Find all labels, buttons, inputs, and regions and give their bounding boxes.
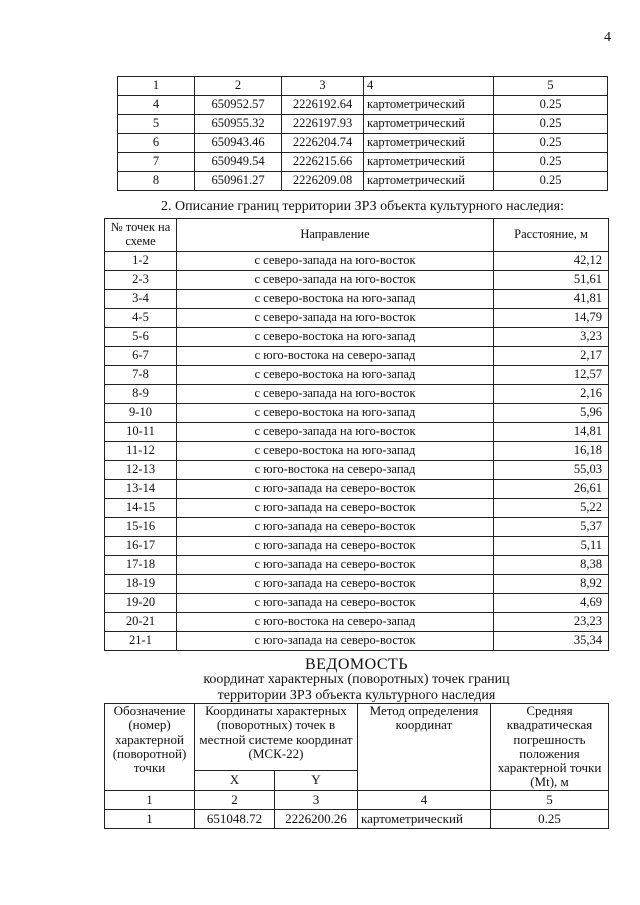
- column-number: 3: [275, 790, 358, 809]
- table-cell: 41,81: [494, 290, 609, 309]
- table-cell: 650961.27: [195, 172, 282, 191]
- header-method: Метод определения координат: [358, 704, 491, 791]
- table-cell: с юго-запада на северо-восток: [177, 575, 494, 594]
- table-cell: с северо-востока на юго-запад: [177, 366, 494, 385]
- header-direction: Направление: [177, 219, 494, 252]
- table-cell: 14-15: [105, 499, 177, 518]
- table-cell: картометрический: [364, 96, 494, 115]
- table-cell: 5-6: [105, 328, 177, 347]
- table-row: [105, 537, 609, 556]
- table-row: [118, 115, 608, 134]
- table-cell: 0.25: [494, 134, 608, 153]
- table-row: [105, 252, 609, 271]
- table-row: [105, 556, 609, 575]
- header-distance: Расстояние, м: [494, 219, 609, 252]
- table-cell: 21-1: [105, 632, 177, 651]
- table-cell: 4,69: [494, 594, 609, 613]
- table-row: [105, 404, 609, 423]
- table-row: [105, 423, 609, 442]
- header-x: X: [195, 771, 275, 791]
- table-cell: 8,92: [494, 575, 609, 594]
- table-cell: 42,12: [494, 252, 609, 271]
- table-cell: 55,03: [494, 461, 609, 480]
- table-cell: картометрический: [364, 172, 494, 191]
- table-cell: 2-3: [105, 271, 177, 290]
- table-cell: 11-12: [105, 442, 177, 461]
- table-cell: 4-5: [105, 309, 177, 328]
- table-cell: 650952.57: [195, 96, 282, 115]
- table-cell: 51,61: [494, 271, 609, 290]
- table-row: [105, 290, 609, 309]
- table-cell: 5: [118, 115, 195, 134]
- table-row: [118, 172, 608, 191]
- table-cell: 14,81: [494, 423, 609, 442]
- table-row: [105, 271, 609, 290]
- table-cell: 5,96: [494, 404, 609, 423]
- table-cell: 2226200.26: [275, 809, 358, 828]
- table-cell: 18-19: [105, 575, 177, 594]
- table-cell: с юго-запада на северо-восток: [177, 632, 494, 651]
- table-cell: 0.25: [494, 96, 608, 115]
- header-designation: Обозначение (номер) характерной (поворотной) точки: [105, 704, 195, 791]
- table-cell: с юго-востока на северо-запад: [177, 613, 494, 632]
- table-row: [105, 809, 609, 828]
- table-cell: с северо-запада на юго-восток: [177, 423, 494, 442]
- table-cell: 5,11: [494, 537, 609, 556]
- table-cell: 2226215.66: [282, 153, 364, 172]
- table-cell: 6: [118, 134, 195, 153]
- table-cell: 4: [118, 96, 195, 115]
- table-cell: с северо-запада на юго-восток: [177, 252, 494, 271]
- table-cell: 0.25: [494, 153, 608, 172]
- table-cell: с юго-запада на северо-восток: [177, 499, 494, 518]
- table-cell: 650955.32: [195, 115, 282, 134]
- header-points: № точек на схеме: [105, 219, 177, 252]
- table-cell: 10-11: [105, 423, 177, 442]
- table-cell: 2226197.93: [282, 115, 364, 134]
- table-row: [105, 309, 609, 328]
- table-cell: 650943.46: [195, 134, 282, 153]
- table-cell: картометрический: [364, 134, 494, 153]
- column-number: 3: [282, 77, 364, 96]
- table-cell: с юго-востока на северо-запад: [177, 347, 494, 366]
- table-cell: с юго-запада на северо-восток: [177, 480, 494, 499]
- column-number: 5: [494, 77, 608, 96]
- table-cell: 2226209.08: [282, 172, 364, 191]
- table-cell: картометрический: [358, 809, 491, 828]
- table-cell: с северо-запада на юго-восток: [177, 385, 494, 404]
- table-cell: картометрический: [364, 153, 494, 172]
- table-cell: 19-20: [105, 594, 177, 613]
- vedomost-subtitle: [104, 672, 609, 704]
- table-cell: 16,18: [494, 442, 609, 461]
- table-row: [118, 134, 608, 153]
- table-cell: с юго-запада на северо-восток: [177, 594, 494, 613]
- table-cell: 16-17: [105, 537, 177, 556]
- table-cell: с юго-запада на северо-восток: [177, 518, 494, 537]
- table-cell: 17-18: [105, 556, 177, 575]
- column-number: 1: [105, 790, 195, 809]
- table-row: [118, 153, 608, 172]
- table-row: [105, 575, 609, 594]
- table-cell: 3,23: [494, 328, 609, 347]
- numbering-row: [105, 790, 609, 809]
- coordinates-table-continued: [117, 76, 608, 191]
- column-number: 2: [195, 77, 282, 96]
- table-cell: 1-2: [105, 252, 177, 271]
- table-cell: 2,16: [494, 385, 609, 404]
- vedomost-table: [104, 703, 609, 829]
- table-cell: 651048.72: [195, 809, 275, 828]
- section-2-title: 2. Описание границ территории ЗРЗ объекта культурного наследия:: [161, 199, 564, 214]
- table-cell: 23,23: [494, 613, 609, 632]
- table-cell: 0.25: [491, 809, 609, 828]
- table-cell: 9-10: [105, 404, 177, 423]
- table-row: [118, 96, 608, 115]
- column-number: 5: [491, 790, 609, 809]
- table-cell: 5,37: [494, 518, 609, 537]
- table-cell: 650949.54: [195, 153, 282, 172]
- table-cell: 12-13: [105, 461, 177, 480]
- table-row: [105, 461, 609, 480]
- table-cell: 26,61: [494, 480, 609, 499]
- table-cell: с северо-востока на юго-запад: [177, 328, 494, 347]
- table-row: [105, 480, 609, 499]
- header-coordinates: Координаты характерных (поворотных) точек в местной системе координат (МСК-22): [195, 704, 358, 771]
- table-header-row: [118, 77, 608, 96]
- table-row: [105, 594, 609, 613]
- table-row: [105, 366, 609, 385]
- table-cell: 13-14: [105, 480, 177, 499]
- table-cell: 2226192.64: [282, 96, 364, 115]
- table-row: [105, 632, 609, 651]
- boundary-description-table: [104, 218, 609, 651]
- table-cell: 15-16: [105, 518, 177, 537]
- column-number: 4: [358, 790, 491, 809]
- page-number: 4: [604, 30, 611, 45]
- table-cell: 7-8: [105, 366, 177, 385]
- header-error: Средняя квадратическая погрешность положения характерной точки (Mt), м: [491, 704, 609, 791]
- table-cell: картометрический: [364, 115, 494, 134]
- table-cell: 5,22: [494, 499, 609, 518]
- table-row: [105, 347, 609, 366]
- table-cell: с северо-запада на юго-восток: [177, 271, 494, 290]
- table-cell: 1: [105, 809, 195, 828]
- header-y: Y: [275, 771, 358, 791]
- table-cell: с северо-востока на юго-запад: [177, 290, 494, 309]
- table-row: [105, 385, 609, 404]
- table-cell: 8,38: [494, 556, 609, 575]
- table-cell: с северо-запада на юго-восток: [177, 309, 494, 328]
- table-row: [105, 613, 609, 632]
- table-cell: 0.25: [494, 115, 608, 134]
- table-cell: 12,57: [494, 366, 609, 385]
- table-cell: с юго-запада на северо-восток: [177, 537, 494, 556]
- table-header-row: [105, 219, 609, 252]
- table-row: [105, 499, 609, 518]
- column-number: 2: [195, 790, 275, 809]
- table-row: [105, 518, 609, 537]
- table-cell: 8: [118, 172, 195, 191]
- table-cell: 2226204.74: [282, 134, 364, 153]
- table-cell: 14,79: [494, 309, 609, 328]
- table-cell: с северо-востока на юго-запад: [177, 442, 494, 461]
- table-cell: 0.25: [494, 172, 608, 191]
- table-cell: с северо-востока на юго-запад: [177, 404, 494, 423]
- table-cell: 35,34: [494, 632, 609, 651]
- table-cell: 3-4: [105, 290, 177, 309]
- vedomost-subtitle-line1: координат характерных (поворотных) точек границ: [203, 672, 510, 687]
- vedomost-title: ВЕДОМОСТЬ: [304, 656, 409, 673]
- table-cell: 7: [118, 153, 195, 172]
- table-cell: 8-9: [105, 385, 177, 404]
- column-number: 4: [364, 77, 494, 96]
- table-cell: 20-21: [105, 613, 177, 632]
- table-cell: с юго-востока на северо-запад: [177, 461, 494, 480]
- table-row: [105, 328, 609, 347]
- table-cell: с юго-запада на северо-восток: [177, 556, 494, 575]
- vedomost-subtitle-line2: территории ЗРЗ объекта культурного наследия: [217, 688, 496, 703]
- column-number: 1: [118, 77, 195, 96]
- table-row: [105, 442, 609, 461]
- table-cell: 6-7: [105, 347, 177, 366]
- table-cell: 2,17: [494, 347, 609, 366]
